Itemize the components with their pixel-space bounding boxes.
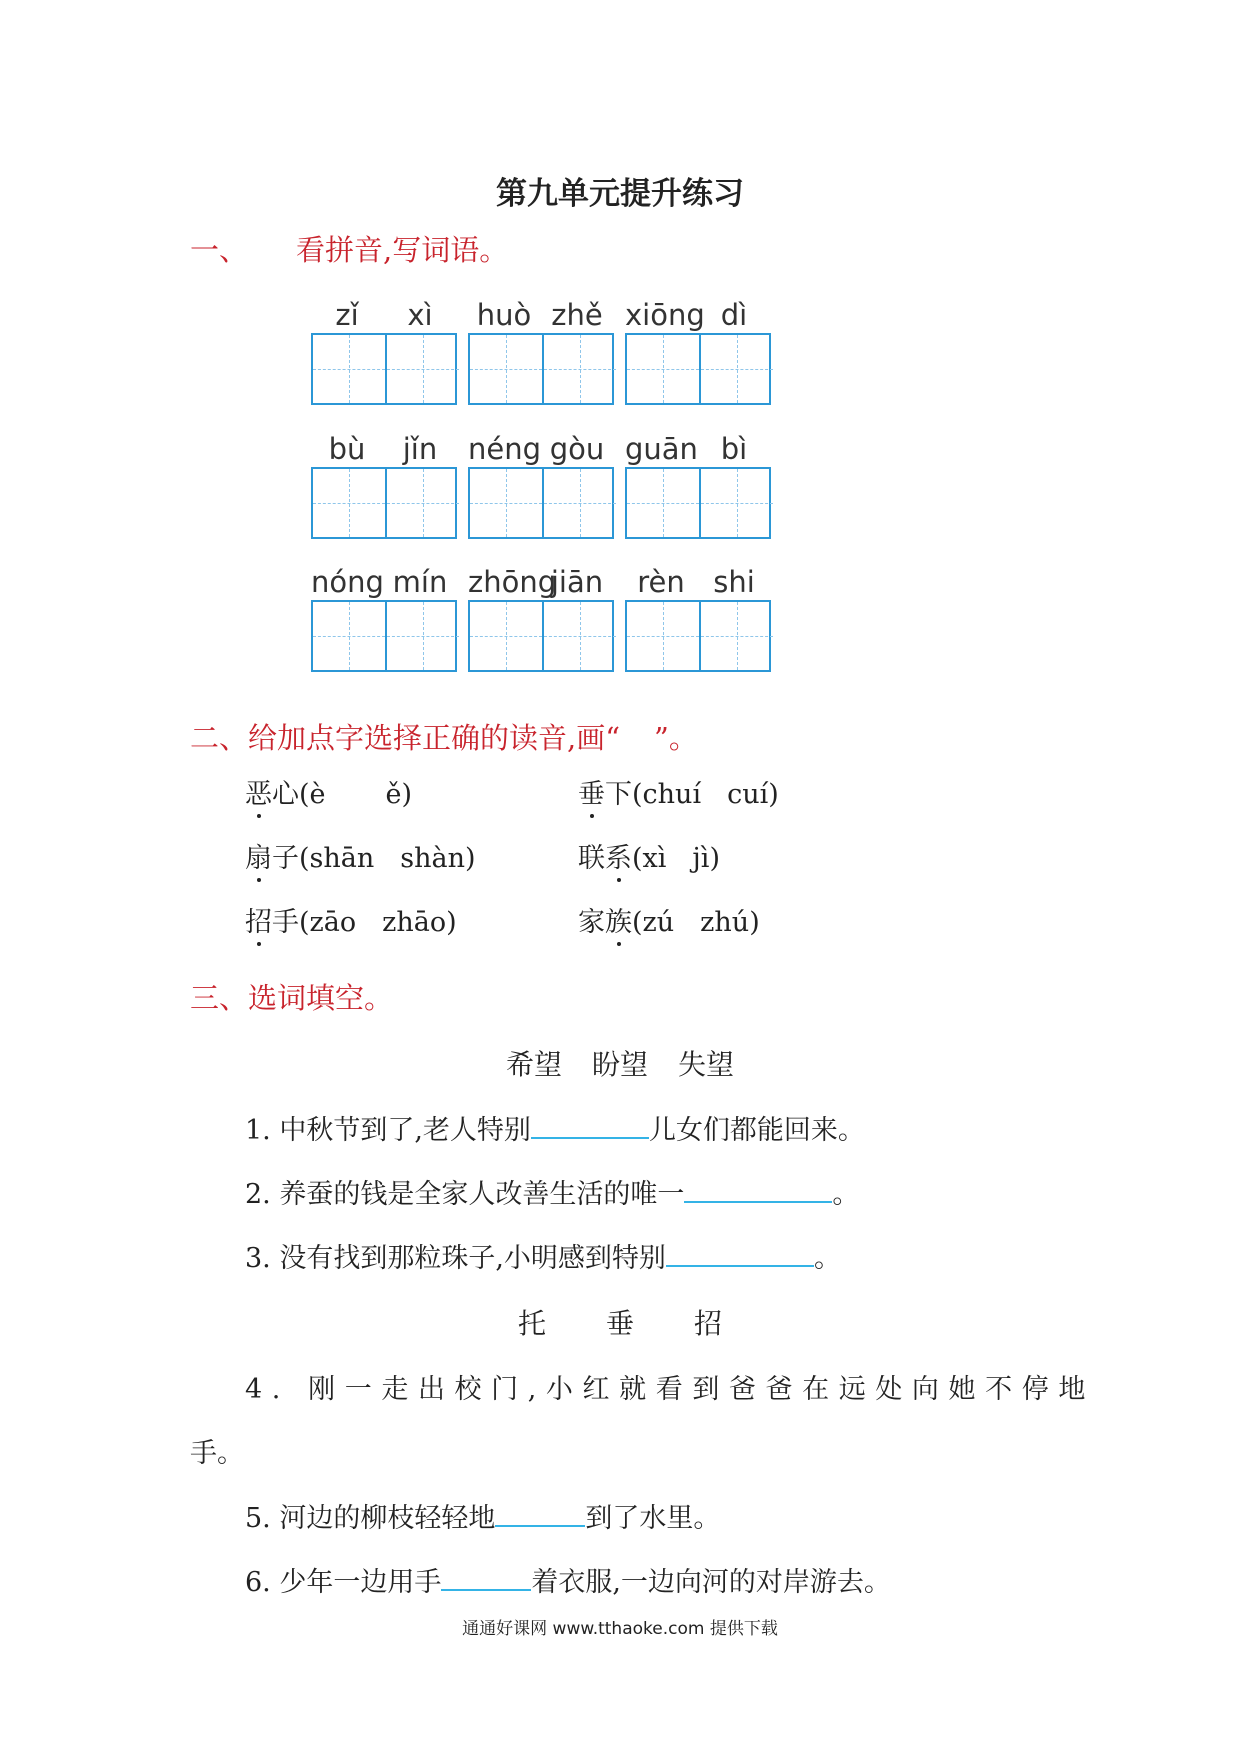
section2-title-post: ”。 (654, 721, 698, 755)
writing-cell[interactable] (542, 335, 616, 403)
pinyin-label: xì (407, 298, 433, 332)
writing-box-pair (311, 467, 457, 539)
question-1-text-end: 儿女们都能回来。 (648, 1115, 865, 1146)
paren: ) (401, 779, 413, 810)
question-5-text-end: 到了水里。 (585, 1503, 721, 1534)
writing-box-pair (311, 333, 457, 405)
writing-cell[interactable] (470, 602, 542, 670)
writing-cell[interactable] (627, 335, 699, 403)
writing-box-pair (625, 600, 771, 672)
question-5 (245, 1496, 720, 1535)
word-char: 子 (272, 843, 299, 874)
paren: ) (446, 907, 457, 938)
pinyin-label: nóng (311, 565, 384, 599)
section2-heading (190, 716, 698, 757)
answer-blank[interactable] (441, 1561, 531, 1591)
pronunciation-item (578, 836, 720, 875)
word-char: 家 (578, 907, 605, 938)
reading-option[interactable]: è (309, 779, 326, 810)
section1-number: 一、 (190, 233, 249, 267)
question-2-text: 2. 养蚕的钱是全家人改善生活的唯一 (245, 1179, 685, 1210)
question-6-text: 6. 少年一边用手 (245, 1567, 442, 1598)
reading-option[interactable]: ě (385, 779, 402, 810)
question-6 (245, 1560, 891, 1599)
pronunciation-item (245, 836, 476, 875)
paren: ( (632, 907, 643, 938)
word-bank-2-item: 垂 (605, 1307, 634, 1340)
answer-blank[interactable] (531, 1109, 649, 1139)
pinyin-label: zhě (551, 298, 603, 332)
pinyin-label: huò (476, 298, 532, 332)
word-bank-2-item: 托 (517, 1307, 546, 1340)
pronunciation-item (245, 900, 457, 939)
pinyin-label: mín (392, 565, 448, 599)
section3-heading: 三、选词填空。 (190, 981, 394, 1015)
question-5-text: 5. 河边的柳枝轻轻地 (245, 1503, 496, 1534)
pinyin-label: jǐn (402, 432, 438, 466)
writing-cell[interactable] (627, 602, 699, 670)
writing-cell[interactable] (542, 469, 616, 537)
writing-box-pair (625, 333, 771, 405)
question-1 (245, 1108, 865, 1147)
pinyin-label: bù (328, 432, 366, 466)
question-3 (245, 1236, 841, 1275)
word-char: 恶 (245, 772, 272, 811)
answer-blank[interactable] (684, 1173, 832, 1203)
word-bank-1-item: 希望 (505, 1048, 562, 1081)
paren: ) (768, 779, 779, 810)
word-char: 扇 (245, 836, 272, 875)
reading-option[interactable]: zāo (309, 907, 357, 938)
writing-cell[interactable] (470, 335, 542, 403)
question-6-text-end: 着衣服,一边向河的对岸游去。 (531, 1567, 891, 1598)
pinyin-label: jiān (550, 565, 604, 599)
word-char: 系 (605, 836, 632, 875)
paren: ( (299, 779, 310, 810)
paren: ( (632, 843, 643, 874)
writing-cell[interactable] (313, 602, 385, 670)
word-char: 联 (578, 843, 605, 874)
question-3-text: 3. 没有找到那粒珠子,小明感到特别 (245, 1243, 666, 1274)
word-char: 心 (272, 779, 299, 810)
question-1-text: 1. 中秋节到了,老人特别 (245, 1115, 531, 1146)
question-4-continuation: 手。 (190, 1438, 244, 1469)
paren: ( (299, 907, 310, 938)
pinyin-label: xiōng (625, 298, 705, 332)
writing-cell[interactable] (627, 469, 699, 537)
word-bank-1-item: 盼望 (591, 1048, 648, 1081)
pinyin-label: zhōng (468, 565, 557, 599)
writing-cell[interactable] (385, 335, 459, 403)
reading-option[interactable]: zhú (700, 907, 750, 938)
pinyin-label: néng (468, 432, 542, 466)
answer-blank[interactable] (495, 1497, 585, 1527)
pinyin-label: rèn (637, 565, 685, 599)
reading-option[interactable]: shān (309, 843, 375, 874)
word-char: 垂 (578, 772, 605, 811)
section2-title-pre: 二、给加点字选择正确的读音,画“ (190, 721, 621, 755)
question-2-text-end: 。 (832, 1179, 860, 1210)
writing-box-pair (468, 333, 614, 405)
writing-cell[interactable] (385, 602, 459, 670)
footer-credit: 通通好课网 www.tthaoke.com 提供下载 (462, 1619, 778, 1639)
reading-option[interactable]: zú (642, 907, 675, 938)
question-2 (245, 1172, 859, 1211)
paren: ) (749, 907, 760, 938)
word-char: 招 (245, 900, 272, 939)
pronunciation-item (578, 772, 779, 811)
paren: ( (632, 779, 643, 810)
writing-cell[interactable] (542, 602, 616, 670)
pinyin-label: bì (720, 432, 748, 466)
word-char: 族 (605, 900, 632, 939)
pinyin-label: dì (720, 298, 748, 332)
reading-option[interactable]: shàn (400, 843, 466, 874)
writing-cell[interactable] (699, 335, 773, 403)
word-char: 手 (272, 907, 299, 938)
word-bank-2-item: 招 (694, 1307, 723, 1340)
page-title: 第九单元提升练习 (496, 176, 744, 212)
writing-cell[interactable] (470, 469, 542, 537)
writing-box-pair (468, 467, 614, 539)
writing-box-pair (311, 600, 457, 672)
answer-blank[interactable] (666, 1237, 814, 1267)
question-4: 4. 刚一走出校门,小红就看到爸爸在远处向她不停地 (245, 1374, 1095, 1405)
paren: ) (709, 843, 720, 874)
question-3-text-end: 。 (813, 1243, 841, 1274)
writing-cell[interactable] (313, 469, 385, 537)
reading-option[interactable]: cuí (727, 779, 769, 810)
reading-option[interactable]: xì (642, 843, 667, 874)
word-bank-1 (0, 1043, 1240, 1083)
pronunciation-item (578, 900, 760, 939)
word-char: 下 (605, 779, 632, 810)
pinyin-label: shi (713, 565, 755, 599)
reading-option[interactable]: jì (692, 843, 710, 874)
writing-cell[interactable] (313, 335, 385, 403)
reading-option[interactable]: zhāo (382, 907, 447, 938)
pinyin-label: zǐ (335, 298, 359, 332)
pinyin-label: gòu (549, 432, 605, 466)
reading-option[interactable]: chuí (642, 779, 702, 810)
pinyin-label: guān (625, 432, 698, 466)
writing-box-pair (468, 600, 614, 672)
word-bank-1-item: 失望 (678, 1048, 735, 1081)
writing-cell[interactable] (699, 602, 773, 670)
section1-heading (190, 228, 508, 269)
writing-cell[interactable] (385, 469, 459, 537)
writing-cell[interactable] (699, 469, 773, 537)
paren: ) (465, 843, 476, 874)
pronunciation-item (245, 772, 412, 811)
section1-title: 看拼音,写词语。 (296, 233, 509, 267)
writing-box-pair (625, 467, 771, 539)
word-bank-2 (0, 1302, 1240, 1342)
paren: ( (299, 843, 310, 874)
